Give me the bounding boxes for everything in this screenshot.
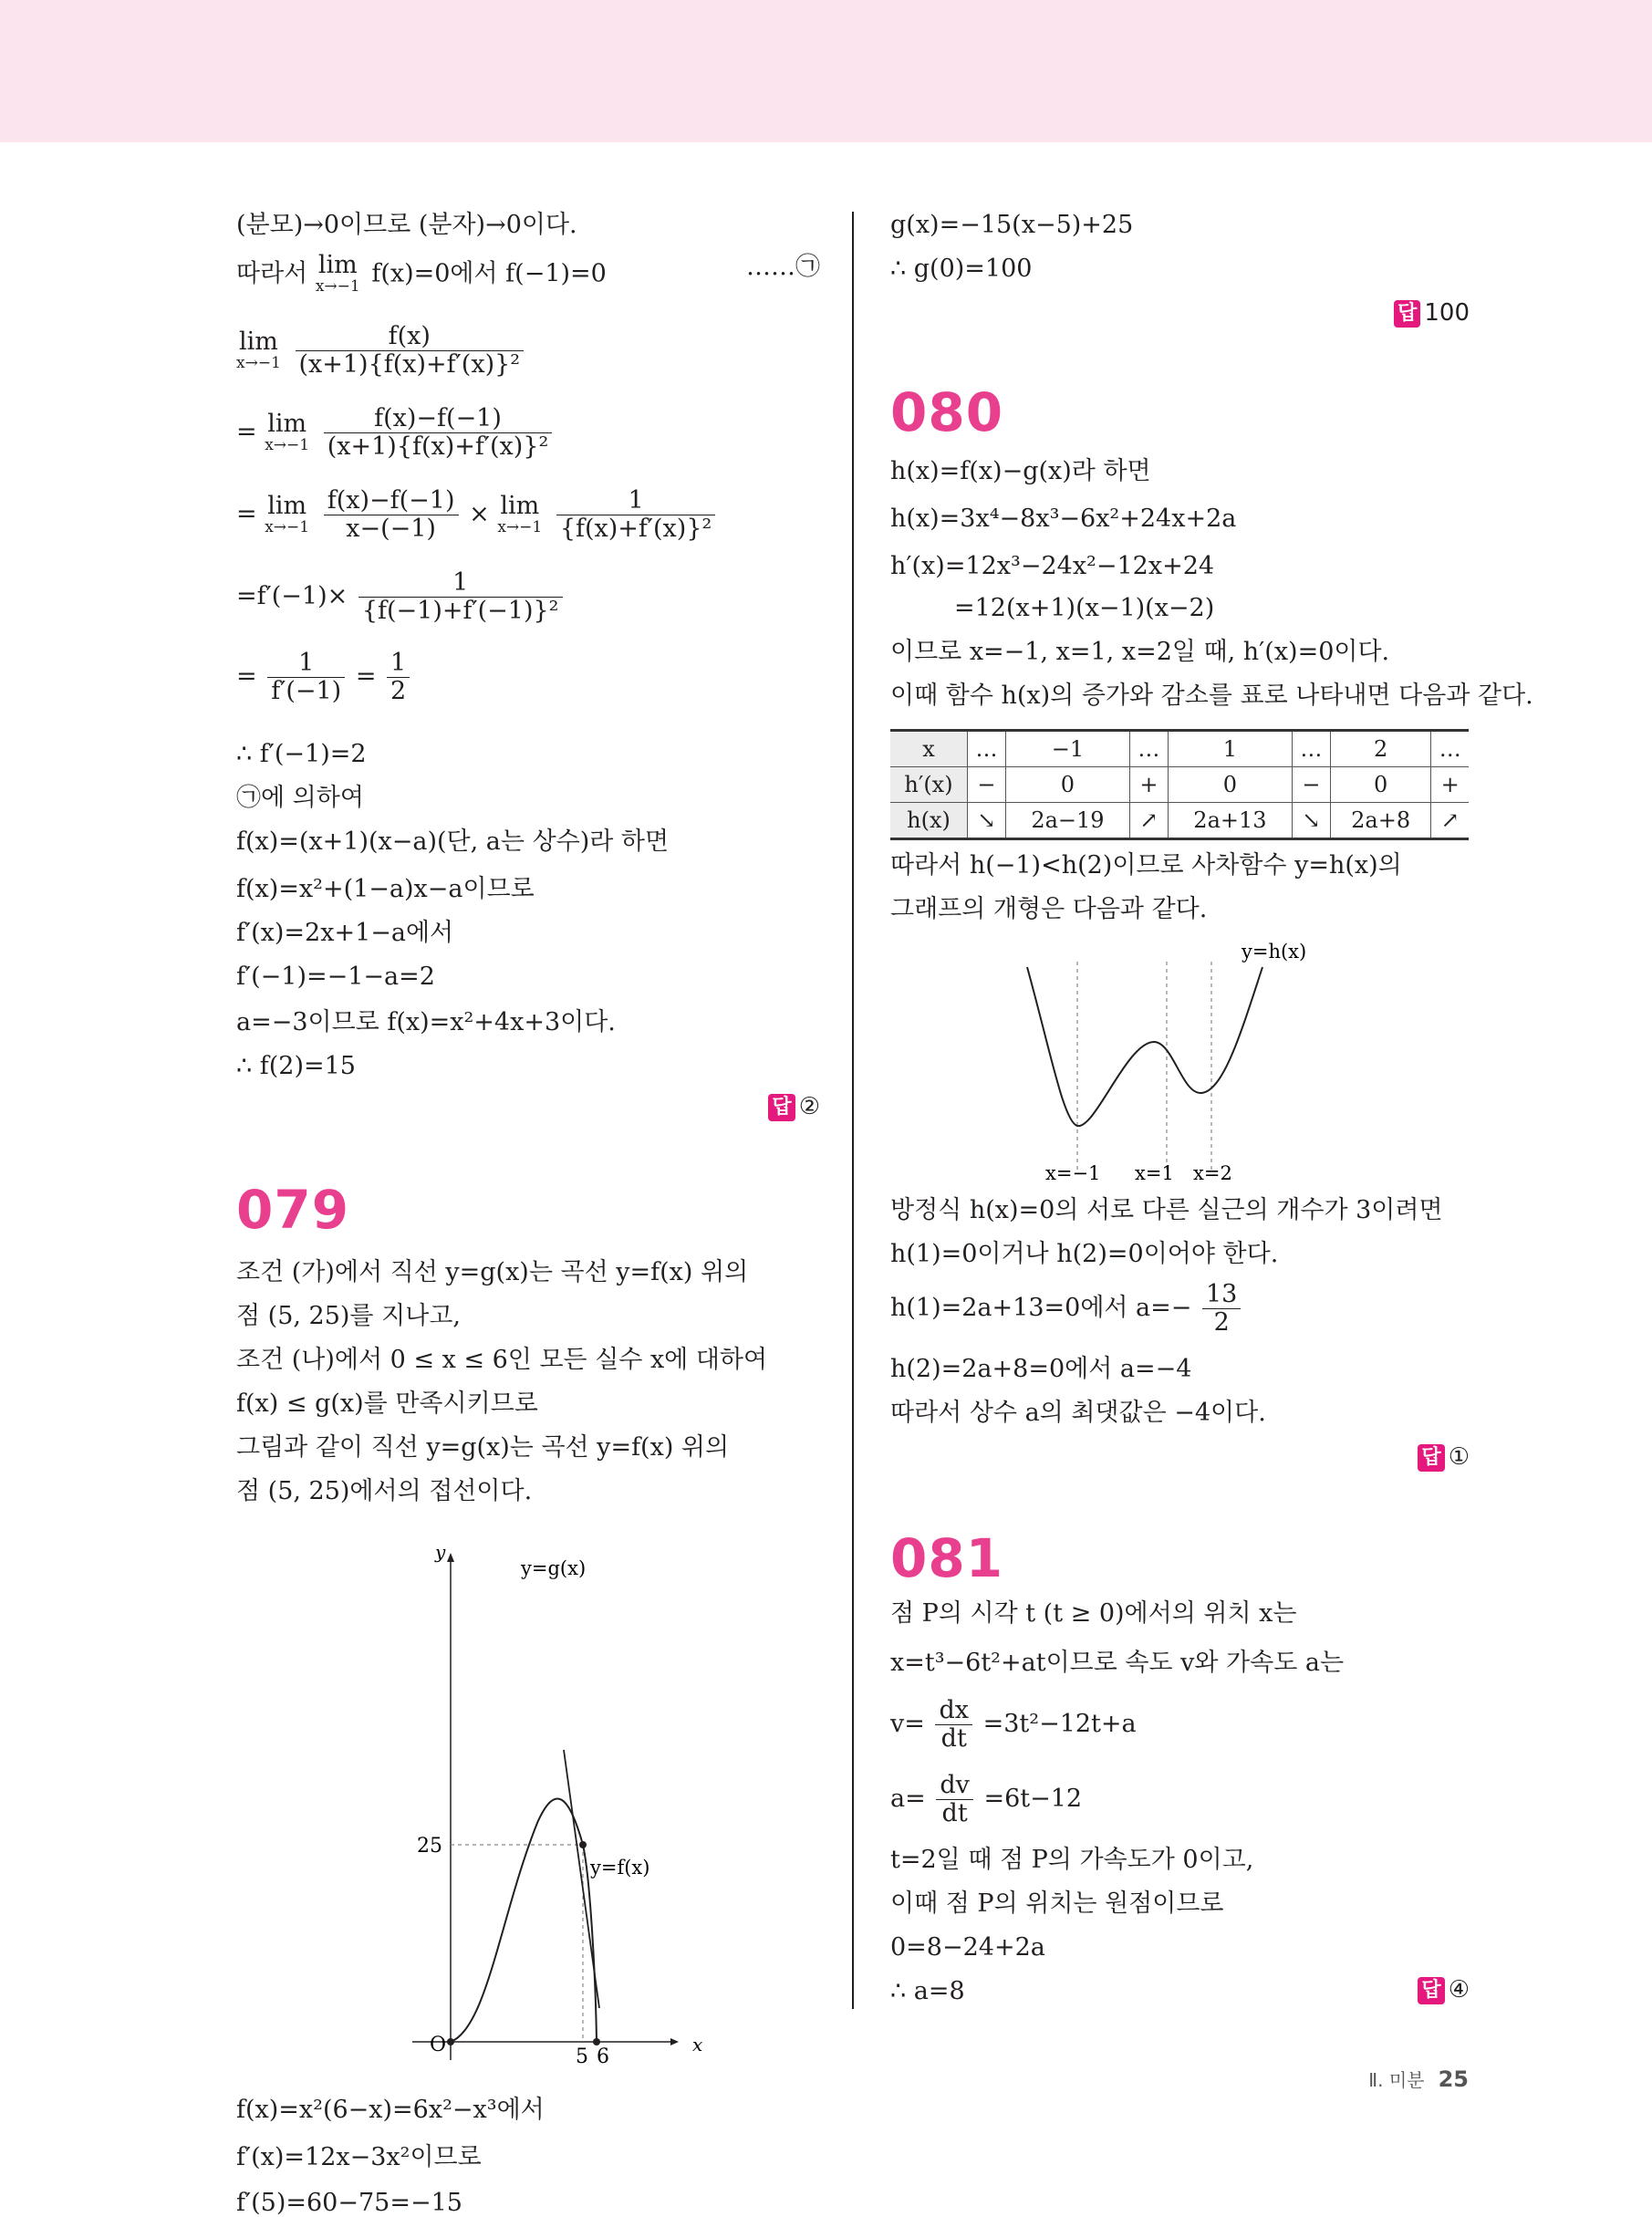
text-line: h(x)=3x⁴−8x³−6x²+24x+2a <box>890 505 1237 533</box>
problem-number-080: 080 <box>890 381 1004 443</box>
table-row <box>890 731 1469 767</box>
table-cell: 0 <box>1330 767 1431 803</box>
text-line: 0=8−24+2a <box>890 1933 1045 1962</box>
answer-081 <box>1418 1976 1470 2004</box>
table-cell: h(x) <box>890 803 968 839</box>
tick-label: 5 <box>576 2045 588 2068</box>
curve-h <box>1027 967 1262 1126</box>
curve-label-g: y=g(x) <box>521 1557 587 1579</box>
limit <box>315 251 360 296</box>
graph-079 <box>400 1522 729 2069</box>
eq-sign: = <box>355 662 377 691</box>
table-cell: + <box>1129 767 1168 803</box>
text: 따라서 <box>236 259 308 288</box>
text-line: 이때 함수 h(x)의 증가와 감소를 표로 나타내면 다음과 같다. <box>890 682 1533 710</box>
lim-text: lim <box>267 409 307 438</box>
graph-080 <box>1018 940 1346 1186</box>
answer-tag: 답 <box>1418 1977 1444 2004</box>
numerator: dx <box>935 1697 972 1725</box>
numerator: 13 <box>1202 1281 1241 1309</box>
text-line: ㉠에 의하여 <box>236 784 364 812</box>
denominator: {f(−1)+f′(−1)}² <box>361 597 559 625</box>
lim-sub: x→−1 <box>265 435 310 454</box>
tick-label: 6 <box>597 2045 609 2068</box>
numerator: 1 <box>267 650 345 678</box>
equation-line <box>236 569 566 625</box>
denominator: f′(−1) <box>271 677 342 705</box>
tangent-g <box>564 1750 599 2008</box>
table-cell: − <box>1292 767 1330 803</box>
fraction <box>267 650 345 705</box>
problem-number-081: 081 <box>890 1527 1004 1589</box>
x-label: x=2 <box>1193 1162 1232 1184</box>
text-line: g(x)=−15(x−5)+25 <box>890 211 1134 239</box>
table-cell: ↗ <box>1431 803 1469 839</box>
lim-sub: x→−1 <box>265 517 310 536</box>
answer-tag: 답 <box>768 1094 795 1121</box>
text-line: f′(−1)=−1−a=2 <box>236 963 435 991</box>
fraction <box>387 650 410 705</box>
table-cell: 1 <box>1168 731 1292 767</box>
text-line: 이므로 x=−1, x=1, x=2일 때, h′(x)=0이다. <box>890 638 1390 666</box>
table-cell: 0 <box>1168 767 1292 803</box>
text-line: h′(x)=12x³−24x²−12x+24 <box>890 552 1215 580</box>
numerator: 1 <box>358 569 563 598</box>
x-label: x=1 <box>1135 1162 1174 1184</box>
lim-text: lim <box>239 327 278 356</box>
text-line: (분모)→0이므로 (분자)→0이다. <box>236 211 577 239</box>
equation-line <box>236 323 526 379</box>
text-line: 따라서 상수 a의 최댓값은 −4이다. <box>890 1399 1266 1427</box>
text-line: 그림과 같이 직선 y=g(x)는 곡선 y=f(x) 위의 <box>236 1433 730 1462</box>
table-cell: 2a−19 <box>1005 803 1129 839</box>
answer-value: ④ <box>1448 1976 1470 2004</box>
text-line: f(x)=x²+(1−a)x−a이므로 <box>236 875 535 903</box>
text-line: 방정식 h(x)=0의 서로 다른 실근의 개수가 3이려면 <box>890 1196 1443 1224</box>
text-line: t=2일 때 점 P의 가속도가 0이고, <box>890 1846 1254 1874</box>
text-line: ∴ a=8 <box>890 1977 965 2005</box>
fraction <box>296 323 525 379</box>
problem-number-079: 079 <box>236 1179 350 1241</box>
lim-sub: x→−1 <box>497 517 543 536</box>
text: h(1)=2a+13=0에서 a=− <box>890 1294 1192 1322</box>
limit-line <box>236 251 820 296</box>
text-line: =12(x+1)(x−1)(x−2) <box>954 594 1215 622</box>
table-cell: x <box>890 731 968 767</box>
numerator: f(x)−f(−1) <box>324 487 459 515</box>
lim-sub: x→−1 <box>315 277 360 296</box>
answer-079 <box>1394 299 1470 328</box>
denominator: (x+1){f(x)+f′(x)}² <box>327 432 549 461</box>
text-line: h(1)=0이거나 h(2)=0이어야 한다. <box>890 1240 1279 1268</box>
equation-line <box>236 650 412 705</box>
x-label: x=−1 <box>1045 1162 1101 1184</box>
text-line: a=−3이므로 f(x)=x²+4x+3이다. <box>236 1008 616 1036</box>
lim-sub: x→−1 <box>236 353 281 372</box>
lim-text: lim <box>267 491 307 520</box>
text-line: 따라서 h(−1)<h(2)이므로 사차함수 y=h(x)의 <box>890 851 1402 880</box>
column-divider <box>852 212 854 2009</box>
answer-078 <box>768 1093 820 1121</box>
fraction <box>556 487 716 543</box>
text-line: 이때 점 P의 위치는 원점이므로 <box>890 1889 1224 1918</box>
text-line: f′(5)=60−75=−15 <box>236 2189 462 2217</box>
tangent-point <box>579 1841 587 1848</box>
fraction <box>324 405 553 461</box>
lim-text: lim <box>500 491 540 520</box>
header-band <box>0 0 1652 142</box>
fraction <box>935 1697 972 1753</box>
lim-text: lim <box>317 251 358 279</box>
variation-table <box>890 729 1469 840</box>
tick-label: 25 <box>417 1835 442 1858</box>
denominator: {f(x)+f′(x)}² <box>559 515 712 543</box>
equation-line <box>890 1772 1082 1827</box>
text: =f′(−1)× <box>236 582 348 610</box>
table-cell: 2a+13 <box>1168 803 1292 839</box>
curve-label-h: y=h(x) <box>1242 941 1307 963</box>
text-line: ∴ f′(−1)=2 <box>236 740 367 768</box>
numerator: dv <box>936 1772 973 1800</box>
page-footer <box>1368 2066 1469 2092</box>
y-axis-label: y <box>435 1541 446 1563</box>
table-cell: 2a+8 <box>1330 803 1431 839</box>
table-cell: … <box>1431 731 1469 767</box>
denominator: x−(−1) <box>346 515 436 543</box>
table-cell: − <box>968 767 1006 803</box>
eq-sign: = <box>236 662 257 691</box>
denominator: 2 <box>390 677 407 705</box>
text-line: x=t³−6t²+at이므로 속도 v와 가속도 a는 <box>890 1649 1345 1677</box>
text-line: f(x)=x²(6−x)=6x²−x³에서 <box>236 2096 545 2124</box>
text-line: f′(x)=12x−3x²이므로 <box>236 2143 482 2171</box>
answer-080 <box>1418 1443 1470 1472</box>
text: =3t²−12t+a <box>982 1710 1137 1738</box>
table-cell: + <box>1431 767 1469 803</box>
table-cell: ↘ <box>968 803 1006 839</box>
text-line: f′(x)=2x+1−a에서 <box>236 919 454 947</box>
fraction <box>1202 1281 1241 1337</box>
limit <box>236 327 281 372</box>
answer-value: ② <box>798 1093 820 1120</box>
chapter-label: Ⅱ. 미분 <box>1368 2069 1425 2091</box>
text-line: 그래프의 개형은 다음과 같다. <box>890 895 1208 923</box>
limit <box>497 491 543 536</box>
denominator: 2 <box>1213 1308 1230 1337</box>
eq-sign: = <box>236 500 257 528</box>
text-line: f(x) ≤ g(x)를 만족시키므로 <box>236 1390 538 1418</box>
answer-value: ① <box>1448 1443 1470 1471</box>
numerator: 1 <box>556 487 716 515</box>
text-line: 점 P의 시각 t (t ≥ 0)에서의 위치 x는 <box>890 1599 1297 1628</box>
text-line: 점 (5, 25)에서의 접선이다. <box>236 1477 533 1505</box>
y-arrow-icon <box>447 1553 454 1562</box>
equation-line <box>890 1281 1243 1337</box>
text: =6t−12 <box>983 1785 1083 1813</box>
table-row <box>890 767 1469 803</box>
text-line: ∴ f(2)=15 <box>236 1052 356 1080</box>
fraction <box>324 487 459 543</box>
text-line: ∴ g(0)=100 <box>890 255 1033 283</box>
text-line: f(x)=(x+1)(x−a)(단, a는 상수)라 하면 <box>236 827 670 856</box>
text: a= <box>890 1785 926 1813</box>
times-sign: × <box>469 500 490 528</box>
page-number: 25 <box>1438 2066 1469 2092</box>
denominator: dt <box>940 1724 967 1753</box>
answer-tag: 답 <box>1394 300 1420 328</box>
table-row <box>890 803 1469 839</box>
table-cell: ↘ <box>1292 803 1330 839</box>
root-point <box>593 2038 600 2045</box>
eq-sign: = <box>236 418 257 446</box>
fraction <box>358 569 563 625</box>
equation-line <box>236 405 555 461</box>
table-cell: h′(x) <box>890 767 968 803</box>
text: v= <box>890 1710 925 1738</box>
denominator: dt <box>941 1799 968 1827</box>
origin-label: O <box>430 2034 447 2056</box>
text-line: 조건 (가)에서 직선 y=g(x)는 곡선 y=f(x) 위의 <box>236 1258 749 1286</box>
curve-label-f: y=f(x) <box>590 1857 650 1879</box>
limit <box>265 409 310 454</box>
denominator: (x+1){f(x)+f′(x)}² <box>298 350 521 379</box>
table-cell: −1 <box>1005 731 1129 767</box>
numerator: f(x)−f(−1) <box>324 405 553 433</box>
text-line: 조건 (나)에서 0 ≤ x ≤ 6인 모든 실수 x에 대하여 <box>236 1346 768 1374</box>
x-axis-label: x <box>692 2034 703 2056</box>
table-cell: … <box>1129 731 1168 767</box>
answer-tag: 답 <box>1418 1444 1444 1472</box>
equation-marker: ……㉠ <box>746 253 820 281</box>
text-line: 점 (5, 25)를 지나고, <box>236 1302 461 1330</box>
text-line: h(x)=f(x)−g(x)라 하면 <box>890 457 1151 485</box>
table-cell: 2 <box>1330 731 1431 767</box>
table-cell: 0 <box>1005 767 1129 803</box>
table-cell: … <box>968 731 1006 767</box>
x-arrow-icon <box>670 2038 679 2045</box>
text: f(x)=0에서 f(−1)=0 <box>371 259 607 288</box>
limit <box>265 491 310 536</box>
origin-point <box>447 2038 454 2045</box>
table-cell: … <box>1292 731 1330 767</box>
numerator: f(x) <box>296 323 525 351</box>
text-line: h(2)=2a+8=0에서 a=−4 <box>890 1355 1192 1383</box>
equation-line <box>890 1697 1137 1753</box>
numerator: 1 <box>387 650 410 678</box>
table-cell: ↗ <box>1129 803 1168 839</box>
fraction <box>936 1772 973 1827</box>
answer-value: 100 <box>1424 299 1470 327</box>
equation-line <box>236 487 718 543</box>
